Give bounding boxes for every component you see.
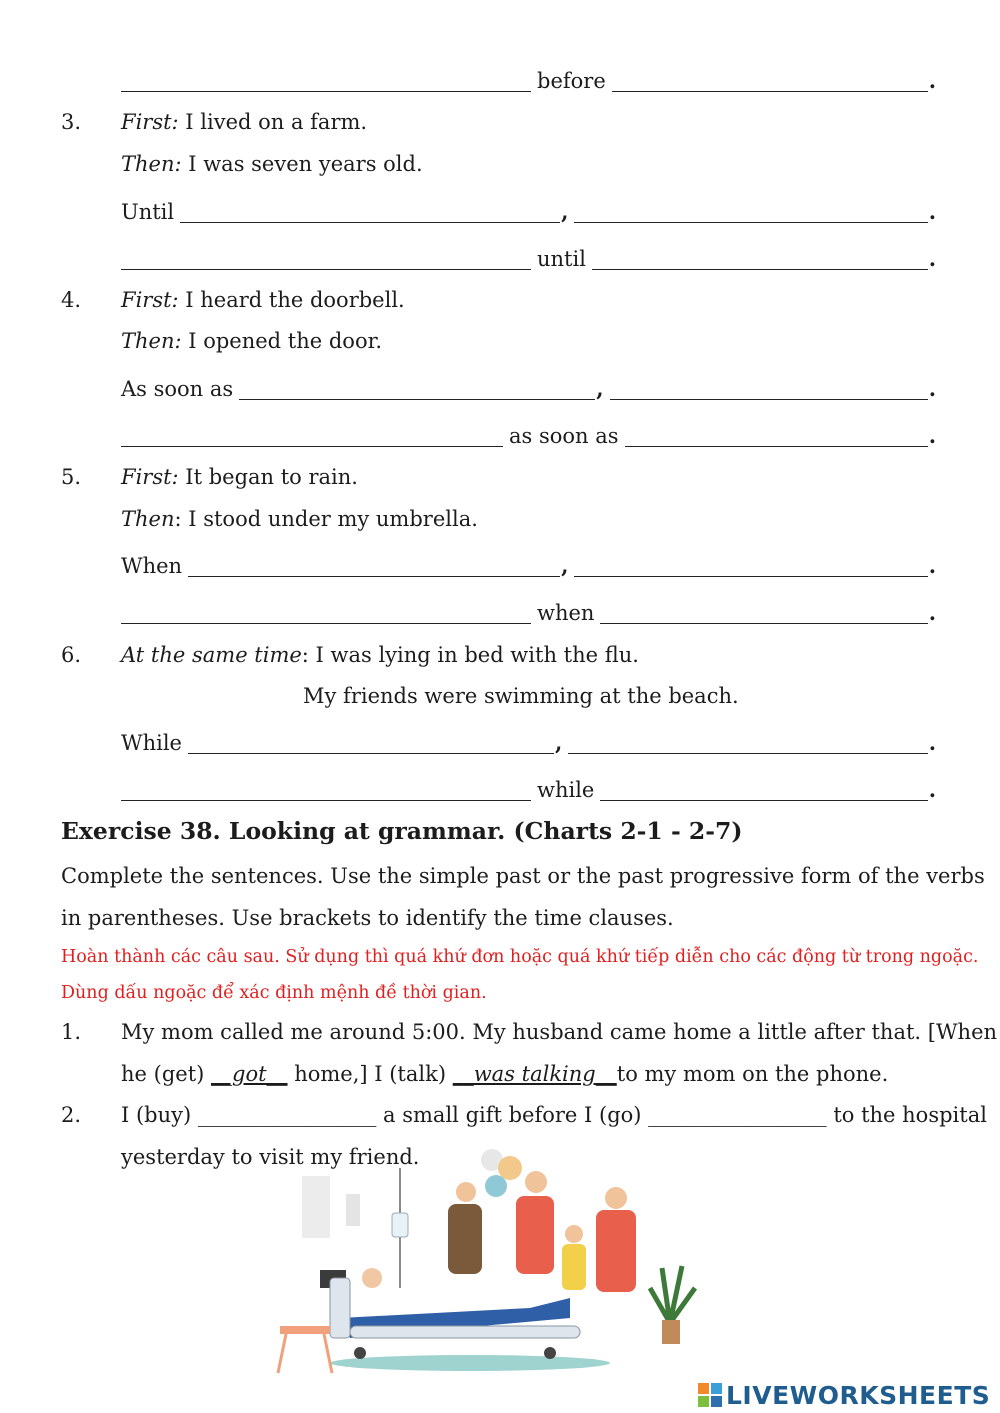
item3-first — [0, 106, 1000, 140]
item5-then — [0, 503, 1000, 537]
then-sentence: Then: I opened the door. — [121, 329, 382, 353]
liveworksheets-brand[interactable] — [697, 1380, 990, 1410]
item4-answer-line2 — [121, 417, 936, 447]
item-number: 2. — [61, 1103, 82, 1127]
second-sentence: My friends were swimming at the beach. — [303, 684, 739, 708]
instruction-line-1: Complete the sentences. Use the simple past or the past progressive form of the verbs — [61, 864, 985, 888]
item3-then — [0, 148, 1000, 182]
hospital-visit-illustration — [270, 1148, 710, 1383]
answer-blank[interactable] — [121, 778, 531, 801]
question-2-line1 — [0, 1099, 1000, 1133]
potted-plant — [650, 1266, 695, 1323]
item-number: 3. — [61, 110, 82, 134]
first-sentence: First: It began to rain. — [121, 465, 358, 489]
balloon — [498, 1156, 522, 1180]
connector-word: while — [537, 778, 595, 802]
period: . — [928, 246, 936, 271]
item6-answer-line1 — [121, 724, 936, 754]
answer-was-talking[interactable]: __was talking__ — [452, 1062, 617, 1086]
period: . — [928, 68, 936, 93]
liveworksheets-logo-icon — [697, 1382, 723, 1408]
connector-word: While — [121, 731, 182, 755]
then-sentence: Then: I was seven years old. — [121, 152, 423, 176]
bed-frame — [350, 1326, 580, 1338]
visitor-1-head — [456, 1182, 476, 1202]
answer-blank[interactable] — [568, 731, 927, 754]
connector-word: until — [537, 247, 586, 271]
comma: , — [554, 730, 563, 755]
answer-blank[interactable] — [188, 731, 554, 754]
comma: , — [561, 553, 569, 578]
bed-wheel — [354, 1347, 366, 1359]
item6-same-time — [0, 639, 1000, 673]
first-sentence: First: I lived on a farm. — [121, 110, 368, 134]
answer-blank[interactable] — [574, 200, 927, 223]
question-text: I (buy) _________________ a small gift before I (go) _________________ to the hospital — [121, 1103, 987, 1127]
instruction-line-2: in parentheses. Use brackets to identify the time clauses. — [61, 906, 674, 930]
vietnamese-instruction-1: Hoàn thành các câu sau. Sử dụng thì quá khứ đơn hoặc quá khứ tiếp diễn cho các động từ trong ngoặc. — [61, 947, 979, 967]
answer-blank[interactable] — [574, 554, 927, 577]
period: . — [928, 376, 936, 401]
answer-blank[interactable] — [612, 69, 928, 92]
question-1-line1 — [0, 1016, 1000, 1050]
child-visitor — [562, 1244, 586, 1290]
item-number: 5. — [61, 465, 82, 489]
vietnamese-instruction-2: Dùng dấu ngoặc để xác định mệnh đề thời gian. — [61, 983, 487, 1003]
item4-then — [0, 325, 1000, 359]
connector-word: As soon as — [121, 377, 234, 401]
item4-first — [0, 284, 1000, 318]
period: . — [928, 423, 936, 448]
connector-word: Until — [121, 200, 175, 224]
same-time-sentence: At the same time: I was lying in bed with the flu. — [121, 643, 639, 667]
wall-panel — [302, 1176, 330, 1238]
period: . — [928, 199, 936, 224]
answer-blank[interactable] — [592, 247, 928, 270]
answer-blank-buy[interactable]: _________________ — [197, 1103, 377, 1127]
answer-blank[interactable] — [121, 69, 531, 92]
bed-wheel — [544, 1347, 556, 1359]
iv-bag — [392, 1213, 408, 1237]
item2-answer-line2 — [121, 62, 936, 92]
answer-blank-go[interactable]: _________________ — [648, 1103, 827, 1127]
answer-blank[interactable] — [188, 554, 560, 577]
side-table — [280, 1326, 330, 1334]
item3-answer-line1 — [121, 193, 936, 223]
exercise-title: Exercise 38. Looking at grammar. (Charts 2-1 - 2-7) — [61, 817, 743, 845]
visitor-2-head — [525, 1171, 547, 1193]
answer-blank[interactable] — [180, 200, 560, 223]
plant-pot — [662, 1320, 680, 1344]
period: . — [928, 553, 936, 578]
floor-shadow — [330, 1355, 610, 1371]
item5-first — [0, 461, 1000, 495]
period: . — [928, 730, 936, 755]
comma: , — [596, 376, 604, 401]
answer-blank[interactable] — [600, 778, 927, 801]
answer-blank[interactable] — [610, 377, 928, 400]
patient-head — [362, 1268, 382, 1288]
then-sentence: Then: I stood under my umbrella. — [121, 507, 478, 531]
visitor-2 — [516, 1196, 554, 1274]
wall-panel-small — [346, 1194, 360, 1226]
answer-blank[interactable] — [121, 247, 531, 270]
connector-word: before — [537, 69, 606, 93]
item-number: 6. — [61, 643, 82, 667]
answer-blank[interactable] — [625, 424, 928, 447]
balloon — [485, 1175, 507, 1197]
item4-answer-line1 — [121, 370, 936, 400]
visitor-3 — [596, 1210, 636, 1292]
connector-word: as soon as — [509, 424, 619, 448]
item5-answer-line1 — [121, 547, 936, 577]
visitor-3-head — [605, 1187, 627, 1209]
item5-answer-line2 — [121, 594, 936, 624]
bed-headboard — [330, 1278, 350, 1338]
item-number: 4. — [61, 288, 82, 312]
answer-blank[interactable] — [121, 601, 531, 624]
item-number: 1. — [61, 1020, 82, 1044]
question-text: he (get) __got__ home,] I (talk) __was talking__to my mom on the phone. — [121, 1062, 889, 1086]
connector-word: when — [537, 601, 595, 625]
brand-name: LIVEWORKSHEETS — [726, 1380, 991, 1410]
item3-answer-line2 — [121, 240, 936, 270]
question-text: My mom called me around 5:00. My husband came home a little after that. [When — [121, 1020, 998, 1044]
connector-word: When — [121, 554, 183, 578]
item6-answer-line2 — [121, 771, 936, 801]
answer-got[interactable]: __got__ — [211, 1062, 288, 1086]
question-1-line2 — [0, 1058, 1000, 1092]
question-text: yesterday to visit my friend. — [121, 1145, 420, 1169]
table-leg — [278, 1334, 286, 1373]
first-sentence: First: I heard the doorbell. — [121, 288, 405, 312]
comma: , — [561, 199, 569, 224]
answer-blank[interactable] — [239, 377, 595, 400]
item6-second — [0, 680, 1000, 714]
table-leg — [324, 1334, 332, 1373]
period: . — [928, 600, 936, 625]
visitor-1 — [448, 1204, 482, 1274]
answer-blank[interactable] — [121, 424, 503, 447]
answer-blank[interactable] — [600, 601, 927, 624]
period: . — [928, 777, 936, 802]
child-head — [565, 1225, 583, 1243]
